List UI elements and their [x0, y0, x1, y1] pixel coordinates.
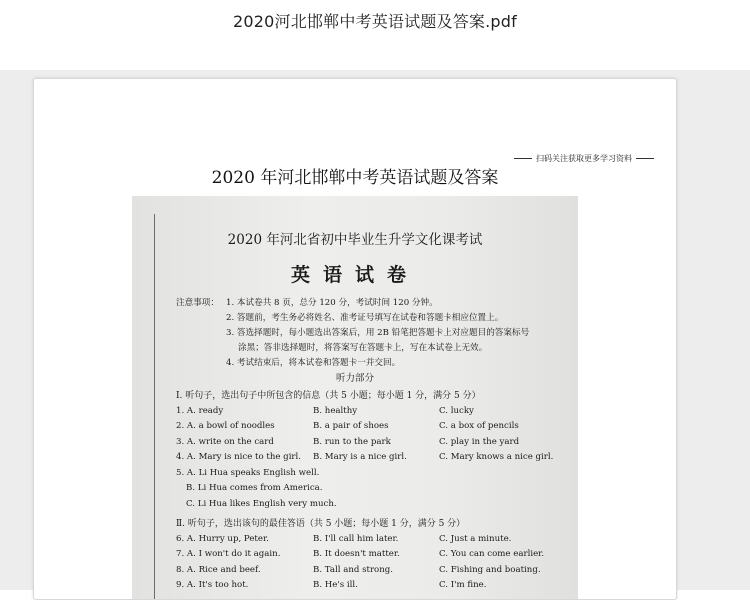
- option-c: C. a box of pencils: [439, 421, 519, 432]
- note-line: 涂黑；答非选择题时，将答案写在答题卡上，写在本试卷上无效。: [238, 343, 488, 353]
- option-a: 6. A. Hurry up, Peter.: [176, 533, 269, 544]
- section-label: 听力部分: [335, 373, 374, 384]
- question-5-a: 5. A. Li Hua speaks English well.: [176, 467, 320, 478]
- note-line: 2. 答题前，考生务必将姓名、准考证号填写在试卷和答题卡相应位置上。: [226, 313, 504, 323]
- question-row: [176, 434, 553, 450]
- document-heading: 2020 年河北邯郸中考英语试题及答案: [211, 168, 499, 188]
- part1-heading: Ⅰ. 听句子，选出句子中所包含的信息（共 5 小题；每小题 1 分，满分 5 分）: [176, 391, 481, 401]
- question-row: [176, 531, 544, 547]
- title-bar: [0, 0, 750, 70]
- paper-name: 英语试卷: [290, 264, 419, 286]
- header-rule-left: [514, 158, 532, 159]
- part2-heading: Ⅱ. 听句子，选出该句的最佳答语（共 5 小题；每小题 1 分，满分 5 分）: [176, 519, 466, 529]
- option-c: C. lucky: [439, 405, 474, 416]
- question-5-c: C. Li Hua likes English very much.: [186, 498, 337, 509]
- part1-questions: [176, 403, 553, 512]
- option-b: B. run to the park: [313, 436, 391, 447]
- option-b: B. I'll call him later.: [313, 533, 399, 544]
- option-b: B. It doesn't matter.: [313, 549, 400, 560]
- pdf-viewer[interactable]: [0, 70, 750, 590]
- option-a: 3. A. write on the card: [176, 436, 274, 447]
- option-a: 8. A. Rice and beef.: [176, 564, 261, 575]
- question-row: [176, 403, 553, 419]
- file-title: 2020河北邯郸中考英语试题及答案.pdf: [233, 12, 517, 31]
- option-b: B. Tall and strong.: [313, 564, 393, 575]
- option-a: 9. A. It's too hot.: [176, 580, 249, 591]
- option-c: C. You can come earlier.: [439, 549, 545, 560]
- option-c: C. Just a minute.: [439, 533, 512, 544]
- option-c: C. Fishing and boating.: [439, 564, 541, 575]
- option-b: B. Mary is a nice girl.: [313, 452, 407, 463]
- option-b: B. a pair of shoes: [313, 421, 389, 432]
- note-line: 1. 本试卷共 8 页，总分 120 分，考试时间 120 分钟。: [226, 298, 438, 308]
- header-note-text: 扫码关注获取更多学习资料: [536, 154, 632, 163]
- option-a: 7. A. I won't do it again.: [176, 549, 281, 560]
- scanned-exam-image: [132, 196, 578, 600]
- question-row: [176, 578, 544, 594]
- option-c: C. I'm fine.: [439, 580, 487, 591]
- question-row: [176, 450, 553, 466]
- option-a: 1. A. ready: [176, 405, 224, 416]
- question-5-b: B. Li Hua comes from America.: [186, 483, 323, 494]
- notes-label: 注意事项：: [176, 298, 219, 308]
- option-a: 2. A. a bowl of noodles: [176, 421, 275, 432]
- pdf-page: [33, 78, 677, 600]
- note-line: 4. 考试结束后，将本试卷和答题卡一并交回。: [226, 358, 401, 368]
- option-c: C. play in the yard: [439, 436, 520, 447]
- exam-title: 2020 年河北省初中毕业生升学文化课考试: [227, 232, 483, 248]
- option-b: B. healthy: [313, 405, 358, 416]
- question-row: [176, 562, 544, 578]
- option-b: B. He's ill.: [313, 580, 358, 591]
- header-rule-right: [636, 158, 654, 159]
- option-c: C. Mary knows a nice girl.: [439, 452, 554, 463]
- question-row: [176, 547, 544, 563]
- question-row: [176, 419, 553, 435]
- exam-notes: [176, 296, 529, 371]
- note-line: 3. 答选择题时，每小题选出答案后，用 2B 铅笔把答题卡上对应题目的答案标号: [226, 328, 530, 338]
- option-a: 4. A. Mary is nice to the girl.: [176, 452, 302, 463]
- part2-questions: [176, 531, 544, 593]
